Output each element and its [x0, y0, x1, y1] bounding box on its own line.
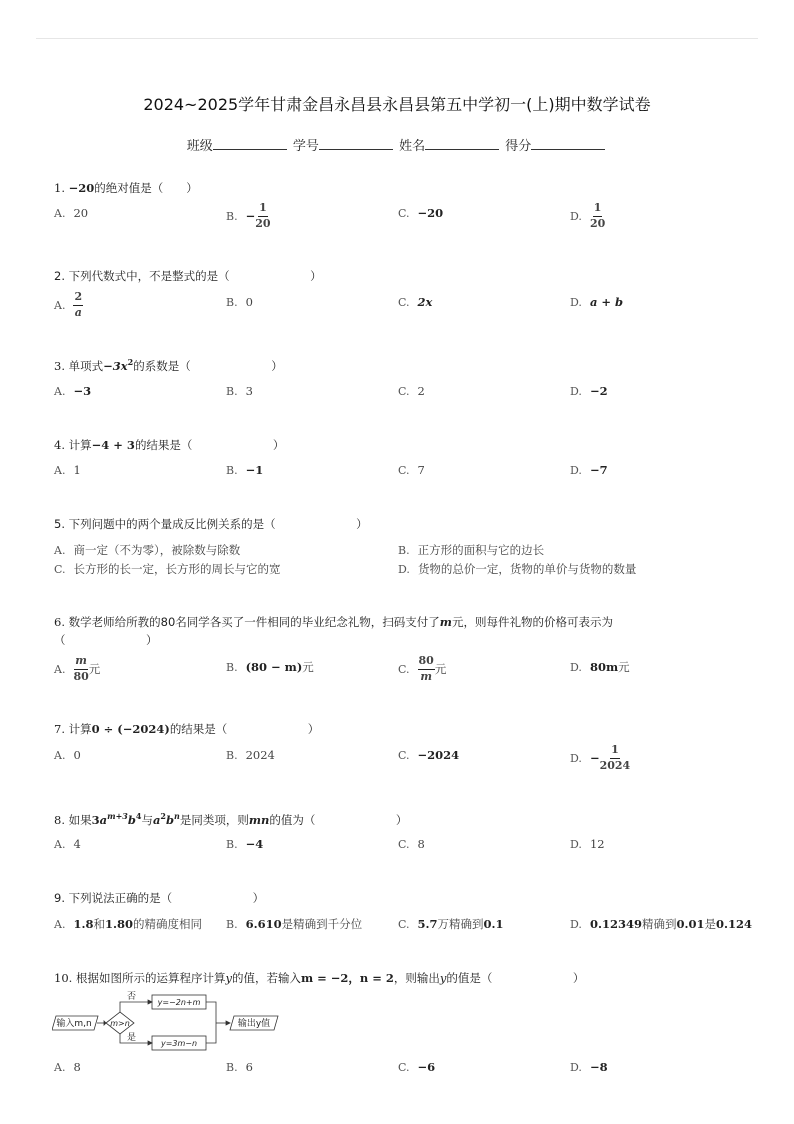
option-4b[interactable]	[226, 463, 263, 477]
flow-arrowhead	[148, 1000, 152, 1004]
option-text: 货物的总价一定，货物的单价与货物的数量	[417, 562, 637, 576]
option-label: D.	[570, 209, 582, 223]
option-label: D.	[570, 917, 582, 931]
denominator: 2024	[599, 758, 631, 772]
option-7b[interactable]	[226, 748, 275, 762]
option-label: C.	[398, 1060, 410, 1074]
option-text: 商一定（不为零），被除数与除数	[73, 543, 241, 557]
option-1d[interactable]	[570, 202, 605, 230]
id-label: 学号	[292, 139, 319, 154]
option-label: A.	[54, 206, 66, 220]
question-math: y	[225, 971, 232, 985]
option-4d[interactable]	[570, 463, 608, 477]
option-5d[interactable]	[398, 561, 636, 577]
flow-input-text: 输入m,n	[56, 1019, 92, 1029]
option-text: 80m	[589, 660, 619, 674]
option-label: C.	[398, 837, 410, 851]
option-9a[interactable]	[54, 916, 202, 932]
option-2a[interactable]	[54, 291, 83, 319]
question-text: 的值为（ ）	[269, 812, 408, 827]
flow-no-label: 否	[127, 992, 137, 1002]
option-text: 3	[245, 384, 253, 398]
option-3d[interactable]	[570, 384, 608, 398]
option-math: 6.610	[245, 917, 282, 931]
flow-top-text: y=−2n+m	[157, 998, 201, 1007]
option-math: 0.01	[676, 917, 705, 931]
option-math: 0.124	[715, 917, 752, 931]
flow-bottom-text: y=3m−n	[160, 1039, 198, 1048]
option-unit: 元	[434, 662, 447, 677]
option-label: C.	[398, 748, 410, 762]
option-text: 6	[245, 1060, 253, 1074]
option-2d[interactable]	[570, 295, 623, 309]
option-label: B.	[226, 295, 238, 309]
option-6d[interactable]	[570, 659, 630, 675]
fraction	[418, 655, 435, 683]
question-math: −3x	[103, 358, 128, 373]
question-number: 5.	[54, 517, 65, 531]
question-math: mn	[248, 812, 270, 827]
option-unit: 元	[618, 660, 630, 674]
fraction	[600, 744, 631, 772]
option-4a[interactable]	[54, 463, 81, 477]
question-5	[54, 516, 368, 532]
option-text: 是精确到千分位	[281, 917, 363, 931]
option-label: C.	[398, 295, 410, 309]
question-math: −4 + 3	[91, 438, 135, 452]
question-8	[54, 811, 407, 828]
option-label: A.	[54, 298, 66, 312]
option-text: a + b	[589, 295, 624, 309]
question-text: 的系数是（ ）	[133, 358, 283, 373]
option-text: 1	[73, 463, 81, 477]
question-6-line2: （ ）	[54, 633, 158, 647]
option-5a[interactable]	[54, 542, 240, 558]
question-number: 3.	[54, 358, 65, 373]
fraction	[73, 655, 88, 683]
option-text: −3	[73, 384, 92, 398]
option-label: B.	[226, 660, 238, 674]
option-10d[interactable]	[570, 1060, 608, 1074]
denominator: 20	[255, 216, 271, 230]
option-math: 0.12349	[589, 917, 642, 931]
term-2: $a^2b^n$	[152, 811, 180, 827]
option-label: C.	[398, 662, 410, 676]
question-text: 计算	[68, 722, 92, 736]
flowchart-diagram	[52, 990, 292, 1052]
option-6a[interactable]	[54, 655, 100, 683]
option-label: C.	[54, 562, 66, 576]
flow-no-path	[120, 1002, 150, 1012]
option-label: B.	[226, 384, 238, 398]
option-label: B.	[226, 917, 238, 931]
option-label: D.	[570, 837, 582, 851]
option-label: A.	[54, 384, 66, 398]
question-text: 的结果是（ ）	[134, 438, 285, 452]
option-text: 和	[93, 917, 105, 931]
option-8d[interactable]	[570, 837, 605, 851]
numerator: m	[74, 655, 88, 670]
flow-output-text: 输出y值	[237, 1019, 271, 1029]
option-text: −1	[245, 463, 264, 477]
term-1: $3a^{m+3}b^4$	[91, 811, 142, 827]
option-text: 7	[417, 463, 425, 477]
option-text: 是	[704, 917, 716, 931]
exponent: 2	[127, 357, 134, 367]
question-math: y	[439, 971, 447, 985]
option-8c[interactable]	[398, 837, 425, 851]
option-label: A.	[54, 837, 66, 851]
option-label: B.	[226, 1060, 238, 1074]
option-text: −2024	[417, 748, 460, 762]
option-text: −7	[589, 463, 608, 477]
option-label: A.	[54, 1060, 66, 1074]
option-label: A.	[54, 662, 66, 676]
question-text: 的值是（ ）	[446, 971, 585, 985]
option-7c[interactable]	[398, 748, 459, 762]
score-label: 得分	[505, 139, 532, 154]
class-field[interactable]	[213, 137, 287, 150]
id-field[interactable]	[319, 137, 393, 150]
numerator: 1	[258, 202, 268, 217]
option-label: C.	[398, 384, 410, 398]
option-unit: 元	[302, 660, 314, 674]
page-title: 2024~2025学年甘肃金昌永昌县永昌县第五中学初一(上)期中数学试卷	[143, 95, 651, 114]
question-text: 元，则每件礼物的价格可表示为	[451, 615, 613, 629]
score-field[interactable]	[531, 137, 605, 150]
option-1c[interactable]	[398, 206, 443, 220]
numerator: 1	[610, 744, 620, 759]
option-1b[interactable]	[226, 202, 271, 230]
question-text: 是同类项，则	[179, 812, 249, 827]
question-text: 数学老师给所教的80名同学各买了一件相同的毕业纪念礼物，扫码支付了	[68, 615, 440, 629]
option-text: 万精确到	[437, 917, 484, 931]
question-text: 下列说法正确的是（ ）	[68, 891, 265, 905]
option-text: 12	[589, 837, 605, 851]
option-text: 正方形的面积与它的边长	[417, 543, 545, 557]
option-label: A.	[54, 748, 66, 762]
question-text: 的结果是（ ）	[169, 722, 320, 736]
option-6c[interactable]	[398, 655, 446, 683]
question-number: 4.	[54, 438, 65, 452]
option-10c[interactable]	[398, 1060, 435, 1074]
option-label: B.	[226, 837, 238, 851]
option-label: B.	[226, 748, 238, 762]
question-number: 6.	[54, 615, 65, 629]
option-9c[interactable]	[398, 916, 504, 932]
option-7a[interactable]	[54, 748, 81, 762]
question-number: 10.	[54, 971, 73, 985]
option-6b[interactable]	[226, 659, 314, 675]
question-text: ，则输出	[393, 971, 440, 985]
question-text: 计算	[68, 438, 92, 452]
flow-arrowhead	[226, 1021, 230, 1025]
question-text: 与	[141, 812, 153, 827]
option-label: D.	[570, 295, 582, 309]
option-label: A.	[54, 917, 66, 931]
question-7	[54, 721, 319, 737]
option-math: 1.8	[73, 917, 94, 931]
option-3a[interactable]	[54, 384, 91, 398]
option-4c[interactable]	[398, 463, 425, 477]
option-10b[interactable]	[226, 1060, 253, 1074]
numerator: 80	[418, 655, 435, 670]
option-sign: −	[245, 209, 256, 224]
name-field[interactable]	[425, 137, 499, 150]
question-text: 单项式	[68, 358, 104, 373]
question-number: 2.	[54, 269, 65, 283]
question-3	[54, 357, 283, 374]
denominator: m	[420, 669, 432, 683]
denominator: a	[74, 305, 82, 319]
question-math: m	[439, 615, 452, 629]
option-sign: −	[589, 751, 600, 766]
numerator: 1	[593, 202, 603, 217]
flow-arrowhead	[148, 1041, 152, 1045]
name-label: 姓名	[399, 139, 426, 154]
question-4	[54, 437, 284, 453]
option-text: 8	[417, 837, 425, 851]
fraction	[590, 202, 605, 230]
question-2	[54, 268, 322, 284]
question-text: 下列问题中的两个量成反比例关系的是（ ）	[68, 517, 368, 531]
question-text: 的值，若输入	[231, 971, 301, 985]
option-label: C.	[398, 206, 410, 220]
question-number: 8.	[54, 812, 65, 827]
option-text: 20	[73, 206, 89, 220]
option-label: D.	[570, 751, 582, 765]
option-label: A.	[54, 543, 66, 557]
question-10	[54, 970, 584, 986]
option-label: D.	[570, 660, 582, 674]
option-text: 4	[73, 837, 81, 851]
flow-cond-text: m>n	[110, 1019, 130, 1028]
option-text: (80 − m)	[245, 660, 303, 674]
option-math: 0.1	[483, 917, 504, 931]
option-2b[interactable]	[226, 295, 253, 309]
question-9	[54, 890, 264, 906]
option-1a[interactable]	[54, 206, 88, 220]
question-number: 1.	[54, 181, 65, 195]
option-text: 精确到	[641, 917, 677, 931]
question-text: 的绝对值是（ ）	[94, 181, 198, 195]
option-label: B.	[226, 463, 238, 477]
option-3c[interactable]	[398, 384, 425, 398]
denominator: 20	[589, 216, 606, 230]
question-text: 下列代数式中，不是整式的是（ ）	[68, 269, 322, 283]
question-text: 根据如图所示的运算程序计算	[75, 971, 226, 985]
option-text: 2024	[245, 748, 275, 762]
option-label: D.	[570, 384, 582, 398]
option-8b[interactable]	[226, 837, 263, 851]
option-text: 0	[73, 748, 81, 762]
option-5b[interactable]	[398, 542, 544, 558]
option-label: D.	[570, 463, 582, 477]
option-text: −2	[589, 384, 608, 398]
question-number: 7.	[54, 722, 65, 736]
option-math: 1.80	[104, 917, 133, 931]
header-divider	[36, 38, 758, 39]
option-text: 0	[245, 295, 253, 309]
option-unit: 元	[88, 662, 101, 677]
option-10a[interactable]	[54, 1060, 81, 1074]
option-5c[interactable]	[54, 561, 281, 577]
student-info-row	[0, 135, 794, 154]
flow-yes-label: 是	[127, 1033, 137, 1043]
question-6	[54, 614, 613, 630]
question-1	[54, 180, 198, 196]
option-label: B.	[398, 543, 410, 557]
question-number: 9.	[54, 891, 65, 905]
option-label: D.	[570, 1060, 582, 1074]
option-9b[interactable]	[226, 916, 362, 932]
numerator: 2	[73, 291, 83, 306]
denominator: 80	[73, 669, 89, 683]
option-2c[interactable]	[398, 295, 432, 309]
option-text: −8	[589, 1060, 608, 1074]
option-text: 8	[73, 1060, 81, 1074]
option-8a[interactable]	[54, 837, 81, 851]
option-text: 2	[417, 384, 425, 398]
option-3b[interactable]	[226, 384, 253, 398]
option-7d[interactable]	[570, 744, 630, 772]
option-text: −4	[245, 837, 264, 851]
option-label: D.	[398, 562, 410, 576]
option-label: A.	[54, 463, 66, 477]
option-math: 5.7	[417, 917, 438, 931]
option-text: 长方形的长一定，长方形的周长与它的宽	[73, 562, 281, 576]
option-label: C.	[398, 917, 410, 931]
option-text: −6	[417, 1060, 436, 1074]
option-label: C.	[398, 463, 410, 477]
question-text: 如果	[68, 812, 92, 827]
option-label: B.	[226, 209, 238, 223]
option-text: −20	[417, 206, 444, 220]
option-text: 的精确度相同	[132, 917, 202, 931]
class-label: 班级	[186, 139, 213, 154]
fraction	[255, 202, 270, 230]
question-math: 0 ÷ (−2024)	[91, 722, 170, 736]
question-math: −20	[68, 181, 95, 195]
question-math: m = −2，n = 2	[300, 971, 394, 985]
option-9d[interactable]	[570, 916, 752, 932]
option-text: 2x	[417, 295, 433, 309]
fraction	[73, 291, 83, 319]
flow-merge-path	[206, 1002, 216, 1043]
